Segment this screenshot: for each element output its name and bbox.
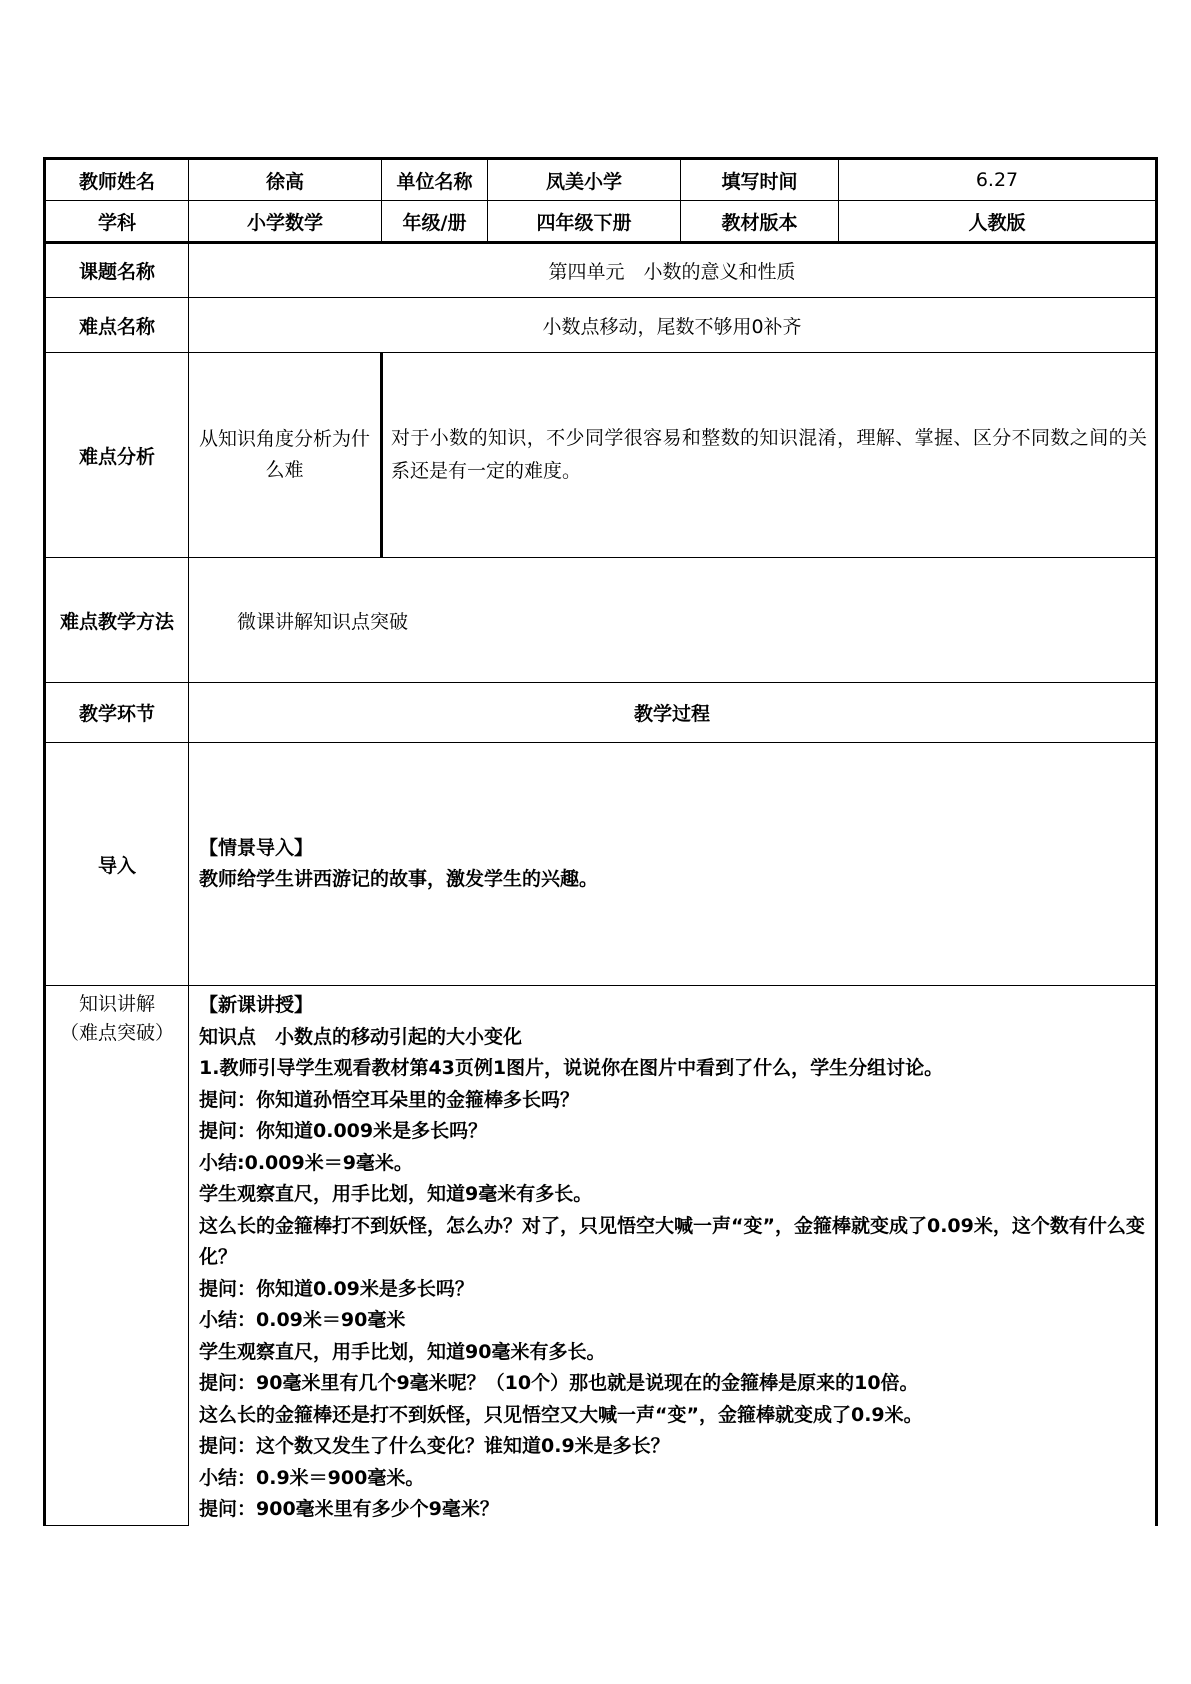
method-value: 微课讲解知识点突破	[189, 558, 1157, 683]
knowledge-line: 提问：你知道0.09米是多长吗？	[199, 1277, 474, 1300]
knowledge-line: 学生观察直尺，用手比划，知道90毫米有多长。	[199, 1340, 606, 1363]
knowledge-line: 知识点 小数点的移动引起的大小变化	[199, 1025, 523, 1048]
knowledge-row	[45, 986, 1157, 1526]
intro-label: 导入	[45, 743, 189, 986]
header-row-2	[45, 201, 1157, 243]
knowledge-line: 这么长的金箍棒还是打不到妖怪，只见悟空又大喊一声“变”，金箍棒就变成了0.9米。	[199, 1403, 923, 1426]
knowledge-line: 提问：这个数又发生了什么变化？谁知道0.9米是多长？	[199, 1435, 670, 1457]
knowledge-line: 学生观察直尺，用手比划，知道9毫米有多长。	[199, 1183, 593, 1205]
grade-value: 四年级下册	[488, 201, 681, 243]
unit-name-label: 单位名称	[382, 159, 488, 201]
analysis-row	[45, 353, 1157, 558]
knowledge-line: 提问：你知道孙悟空耳朵里的金箍棒多长吗？	[199, 1088, 580, 1111]
lesson-plan-sheet	[43, 157, 1155, 1526]
knowledge-line: 提问：90毫米里有几个9毫米呢？（10个）那也就是说现在的金箍棒是原来的10倍。	[199, 1372, 919, 1394]
knowledge-line: 小结：0.09米＝90毫米	[199, 1309, 406, 1331]
process-stage-label: 教学环节	[45, 683, 189, 743]
knowledge-label-line1: 知识讲解	[78, 993, 155, 1015]
grade-label: 年级/册	[382, 201, 488, 243]
topic-value: 第四单元 小数的意义和性质	[189, 243, 1157, 298]
teacher-name-label: 教师姓名	[45, 159, 189, 201]
method-row	[45, 558, 1157, 683]
knowledge-line: 提问：你知道0.009米是多长吗？	[199, 1120, 488, 1142]
analysis-text: 对于小数的知识，不少同学很容易和整数的知识混淆，理解、掌握、区分不同数之间的关系还是有一定的难度。	[382, 353, 1157, 558]
knowledge-line: 提问：900毫米里有多少个9毫米？	[199, 1498, 499, 1520]
knowledge-line: 小结:0.009米＝9毫米。	[199, 1151, 413, 1174]
knowledge-line: 【新课讲授】	[199, 994, 314, 1016]
knowledge-content	[189, 986, 1157, 1526]
intro-row	[45, 743, 1157, 986]
difficulty-row	[45, 298, 1157, 353]
fill-date-label: 填写时间	[681, 159, 839, 201]
topic-label: 课题名称	[45, 243, 189, 298]
teacher-name-value: 徐高	[189, 159, 382, 201]
method-label: 难点教学方法	[45, 558, 189, 683]
knowledge-line: 1.教师引导学生观看教材第43页例1图片，说说你在图片中看到了什么，学生分组讨论。	[199, 1057, 944, 1079]
knowledge-label-line2: （难点突破）	[59, 1022, 174, 1044]
analysis-label: 难点分析	[45, 353, 189, 558]
analysis-sub-label: 从知识角度分析为什么难	[189, 353, 382, 558]
intro-heading: 【情景导入】	[199, 837, 314, 859]
topic-row	[45, 243, 1157, 298]
lesson-plan-table	[43, 157, 1158, 1526]
header-row-1	[45, 159, 1157, 201]
edition-label: 教材版本	[681, 201, 839, 243]
difficulty-label: 难点名称	[45, 298, 189, 353]
process-label: 教学过程	[189, 683, 1157, 743]
subject-label: 学科	[45, 201, 189, 243]
edition-value: 人教版	[839, 201, 1157, 243]
process-header-row	[45, 683, 1157, 743]
fill-date-value: 6.27	[839, 159, 1157, 201]
knowledge-label	[45, 986, 189, 1526]
difficulty-value: 小数点移动，尾数不够用0补齐	[189, 298, 1157, 353]
knowledge-line: 小结：0.9米＝900毫米。	[199, 1466, 425, 1489]
knowledge-line: 这么长的金箍棒打不到妖怪，怎么办？对了，只见悟空大喊一声“变”，金箍棒就变成了0.09米，这个数有什么变化？	[199, 1214, 1145, 1268]
intro-text: 教师给学生讲西游记的故事，激发学生的兴趣。	[199, 868, 599, 890]
unit-name-value: 凤美小学	[488, 159, 681, 201]
intro-content	[189, 743, 1157, 986]
subject-value: 小学数学	[189, 201, 382, 243]
